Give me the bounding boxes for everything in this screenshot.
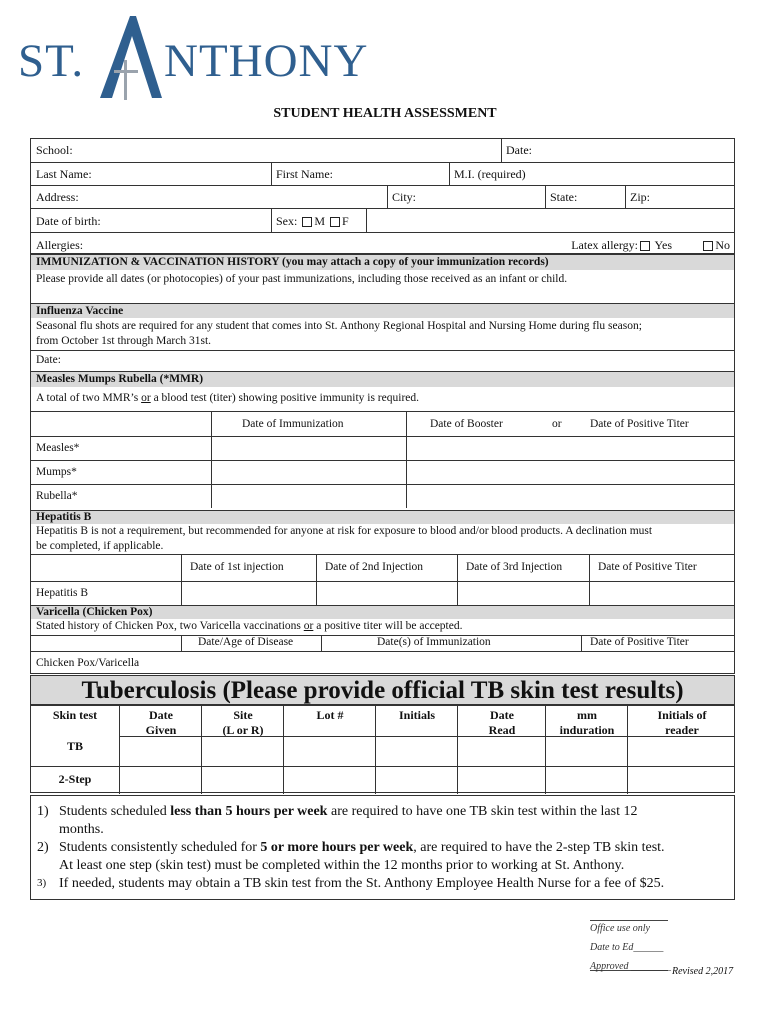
- first-name-label: First Name:: [276, 167, 333, 181]
- city-label: City:: [392, 190, 417, 204]
- date-field[interactable]: [501, 139, 734, 162]
- mmr-col-titer: Date of Positive Titer: [590, 418, 689, 430]
- latex-label: Latex allergy:: [571, 238, 638, 252]
- note-1: Students scheduled less than 5 hours per week are required to have one TB skin test within the last 12: [59, 804, 638, 819]
- allergies-label: Allergies:: [36, 238, 84, 252]
- latex-yes-label: Yes: [654, 238, 672, 252]
- note-1-cont: months.: [59, 822, 104, 837]
- tb-notes: [30, 795, 735, 900]
- first-name-field[interactable]: [271, 163, 449, 185]
- tb-col-lot: Lot #: [316, 708, 344, 722]
- note-2: Students consistently scheduled for 5 or more hours per week, are required to have the 2-step TB skin test.: [59, 840, 665, 855]
- mmr-row-measles[interactable]: Measles*: [31, 436, 734, 460]
- tb-col-mm: mm induration: [559, 708, 615, 737]
- varicella-col-1: Date/Age of Disease: [198, 636, 294, 648]
- dob-label: Date of birth:: [36, 214, 101, 228]
- mmr-row-mumps[interactable]: Mumps*: [31, 460, 734, 484]
- tb-col-date-given: Date Given: [145, 708, 177, 737]
- tb-col-initials-reader: Initials of reader: [657, 708, 707, 737]
- mmr-header-row: [31, 411, 734, 436]
- date-label: Date:: [506, 143, 532, 157]
- immunization-heading-row: [31, 255, 734, 270]
- varicella-text: Stated history of Chicken Pox, two Varicella vaccinations or a positive titer will be accepted.: [36, 620, 463, 632]
- mmr-col-booster: Date of Booster or Date of Positive Titer: [406, 412, 734, 436]
- row-name: [31, 162, 734, 185]
- sex-m-label: M: [314, 214, 326, 228]
- note-2-num: 2): [37, 840, 49, 855]
- latex-no-label: No: [715, 238, 730, 252]
- mi-field[interactable]: [449, 163, 734, 185]
- sex-m-checkbox[interactable]: [302, 217, 312, 227]
- influenza-heading-row: [31, 303, 734, 318]
- varicella-col-2: Date(s) of Immunization: [377, 636, 491, 648]
- mi-label: M.I. (required): [454, 167, 526, 181]
- immunization-section: [30, 254, 735, 674]
- tb-col-skin-test: Skin test: [52, 708, 98, 722]
- school-label: School:: [36, 143, 73, 157]
- hepb-col-2: Date of 2nd Injection: [325, 561, 424, 573]
- hepb-col-4: Date of Positive Titer: [598, 561, 697, 573]
- sex-f-label: F: [342, 214, 349, 228]
- hepb-text-2: be completed, if applicable.: [36, 540, 164, 552]
- mmr-col-imm: Date of Immunization: [211, 412, 406, 436]
- influenza-date-row[interactable]: [31, 350, 734, 370]
- sex-label: Sex:: [276, 214, 298, 228]
- row-allergies: [31, 232, 734, 255]
- tb-header-row: [31, 706, 734, 736]
- last-name-label: Last Name:: [36, 167, 92, 181]
- influenza-heading: Influenza Vaccine: [36, 305, 124, 317]
- note-3: If needed, students may obtain a TB skin test from the St. Anthony Employee Health Nurse for a fee of $25.: [59, 876, 665, 891]
- sex-field: [271, 209, 367, 232]
- row-school: [31, 139, 734, 162]
- latex-no-checkbox[interactable]: [703, 241, 713, 251]
- influenza-text-2: from October 1st through March 31st.: [36, 335, 212, 347]
- sex-f-checkbox[interactable]: [330, 217, 340, 227]
- revised-date: Revised 2,2017: [672, 966, 734, 977]
- logo-text-right: NTHONY: [164, 35, 369, 87]
- hepb-heading: Hepatitis B: [36, 511, 92, 523]
- immunization-heading: IMMUNIZATION & VACCINATION HISTORY (you may attach a copy of your immunization records): [36, 256, 549, 268]
- varicella-header-row: [31, 635, 734, 651]
- tb-title: Tuberculosis (Please provide official TB skin test results): [30, 675, 735, 705]
- mmr-col-or: or: [552, 418, 562, 430]
- varicella-col-3: Date of Positive Titer: [590, 636, 689, 648]
- demographics-section: [30, 138, 735, 254]
- hepb-header-row: [31, 554, 734, 581]
- tb-row-tb[interactable]: TB: [31, 736, 734, 766]
- hepb-text-1: Hepatitis B is not a requirement, but recommended for anyone at risk for exposure to blood and/or blood products. A declination must: [36, 525, 653, 537]
- office-use-label: Office use only: [590, 920, 668, 934]
- immunization-text: Please provide all dates (or photocopies) of your past immunizations, including those received as an infant or child.: [36, 273, 568, 285]
- hepb-col-1: Date of 1st injection: [190, 561, 284, 573]
- office-approved-line: Approved ________: [590, 961, 672, 972]
- office-use-block: [590, 920, 671, 971]
- row-address: [31, 185, 734, 208]
- state-field[interactable]: [545, 186, 625, 208]
- logo-a-cross-icon: [96, 12, 164, 102]
- st-anthony-logo: [18, 12, 369, 102]
- mmr-heading: Measles Mumps Rubella (*MMR): [36, 373, 204, 385]
- tb-col-initials: Initials: [398, 708, 435, 722]
- note-3-num: 3): [37, 877, 47, 889]
- logo-text-left: ST.: [18, 35, 85, 87]
- hepb-heading-row: [31, 510, 734, 524]
- varicella-heading-row: [31, 605, 734, 619]
- row-dob: [31, 208, 734, 232]
- tb-row-2step[interactable]: 2-Step: [31, 766, 734, 794]
- state-label: State:: [550, 190, 578, 204]
- tb-table: [30, 705, 735, 793]
- latex-yes-checkbox[interactable]: [640, 241, 650, 251]
- varicella-row[interactable]: Chicken Pox/Varicella: [31, 651, 734, 675]
- note-2-cont: At least one step (skin test) must be completed within the 12 months prior to working at St. Anthony.: [59, 858, 625, 873]
- hepb-row[interactable]: Hepatitis B: [31, 581, 734, 605]
- influenza-date-label: Date:: [36, 354, 61, 366]
- zip-label: Zip:: [630, 190, 650, 204]
- tb-col-site: Site (L or R): [222, 708, 264, 737]
- hepb-col-3: Date of 3rd Injection: [466, 561, 563, 573]
- mmr-row-rubella[interactable]: Rubella*: [31, 484, 734, 508]
- tb-col-date-read: Date Read: [488, 708, 516, 737]
- office-date-line: Date to Ed______: [590, 942, 664, 953]
- address-label: Address:: [36, 190, 79, 204]
- mmr-heading-row: [31, 371, 734, 387]
- note-1-num: 1): [37, 804, 49, 819]
- zip-field[interactable]: [625, 186, 734, 208]
- varicella-heading: Varicella (Chicken Pox): [36, 606, 153, 618]
- city-field[interactable]: [387, 186, 545, 208]
- mmr-text: A total of two MMR’s or a blood test (titer) showing positive immunity is required.: [36, 392, 419, 404]
- influenza-text-1: Seasonal flu shots are required for any student that comes into St. Anthony Regional Hospital and Nursing Home during flu season;: [36, 320, 642, 332]
- form-title: STUDENT HEALTH ASSESSMENT: [273, 106, 497, 121]
